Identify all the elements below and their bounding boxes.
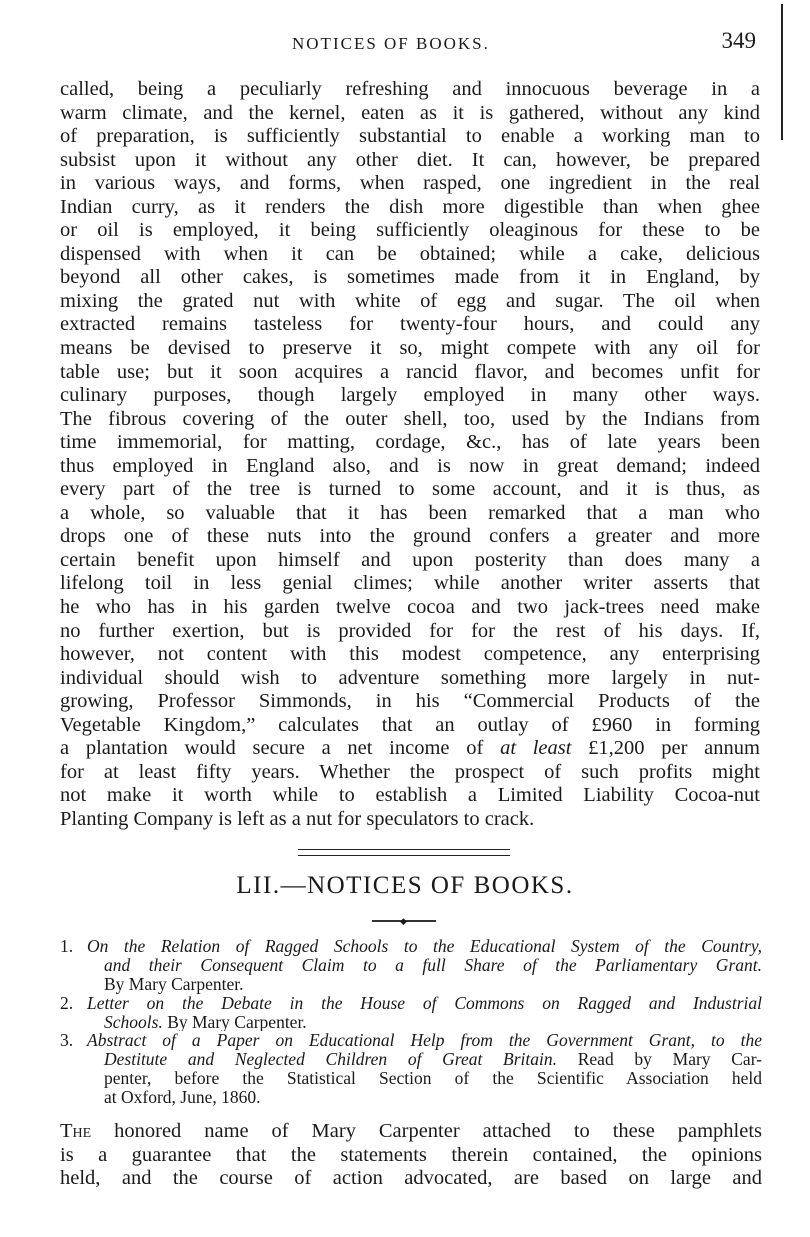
text-line: extracted remains tasteless for twenty-four hours, and could any [60,313,760,336]
section-title: LII.—NOTICES OF BOOKS. [236,872,574,899]
item-number: 1. [60,937,74,956]
text-line: dispensed with when it can be obtained; while a cake, delicious [60,242,760,265]
text-run: a plantation would secure a net income of [60,737,501,760]
body-paragraph [60,78,760,832]
text-line: table use; but it soon acquires a rancid flavor, and becomes unfit for [60,360,760,383]
list-item [60,937,762,956]
book-title-continued [60,1050,762,1069]
text-line: Planting Company is left as a nut for speculators to crack. [60,807,535,830]
text-line: lifelong toil in less genial climes; while another writer asserts that [60,572,760,595]
text-line: held, and the course of action advocated, are based on large and [60,1167,762,1190]
text-run: £1,200 per annum [571,737,760,760]
emphasis: at least [500,737,572,760]
text-line: not make it worth while to establish a Limited Liability Cocoa-nut [60,784,760,807]
text-line: subsist upon it without any other diet. It can, however, be prepared [60,148,760,171]
text-line: means be devised to preserve it so, might compete with any oil for [60,337,760,360]
text-run: honored name of Mary Carpenter attached to these pamphlets [91,1120,762,1142]
text-line: every part of the tree is turned to some account, and it is thus, as [60,478,760,501]
text-line: thus employed in England also, and is now in great demand; indeed [60,454,760,477]
page-number: 349 [721,28,756,53]
text-line [60,1120,762,1144]
opening-word: The [60,1120,92,1142]
text-line: or oil is employed, it being sufficiently oleaginous for these to be [60,219,760,242]
text-line: culinary purposes, though largely employed in many other ways. [60,384,760,407]
text-line: mixing the grated nut with white of egg and sugar. The oil when [60,289,760,312]
book-note: penter, before the Statistical Section of the Scientific Association held [104,1069,762,1089]
text-line: Indian curry, as it renders the dish more digestible than when ghee [60,195,760,218]
text-line: for at least fifty years. Whether the prospect of such profits might [60,760,760,783]
book-title: Schools. [104,1012,163,1032]
text-line: certain benefit upon himself and upon posterity than does many a [60,548,760,571]
text-line: warm climate, and the kernel, eaten as it is gathered, without any kind [60,101,760,124]
text-line: The fibrous covering of the outer shell, too, used by the Indians from [60,407,760,430]
text-line: is a guarantee that the statements therein contained, the opinions [60,1143,762,1166]
page-edge-rule [781,4,783,140]
text-line: no further exertion, but is provided for for the rest of his days. If, [60,619,760,642]
running-head: NOTICES OF BOOKS. [292,34,490,53]
text-line: a whole, so valuable that it has been remarked that a man who [60,501,760,524]
book-note: Read by Mary Car- [557,1050,762,1070]
text-line: drops one of these nuts into the ground confers a greater and more [60,525,760,548]
text-line: in various ways, and forms, when rasped, one ingredient in the real [60,172,760,195]
text-line: growing, Professor Simmonds, in his “Commercial Products of the [60,690,760,713]
book-title: Destitute and Neglected Children of Great Britain. [104,1050,558,1070]
text-line: he who has in his garden twelve cocoa and two jack-trees need make [60,596,760,619]
text-line: called, being a peculiarly refreshing and innocuous beverage in a [60,78,760,100]
book-reference-list [60,937,762,1107]
text-line: of preparation, is sufficiently substantial to enable a working man to [60,125,760,148]
book-title: On the Relation of Ragged Schools to the Educational System of the Country, [87,937,762,956]
book-note: at Oxford, June, 1860. [104,1088,261,1108]
book-title: Letter on the Debate in the House of Commons on Ragged and Industrial [87,993,762,1013]
list-item [60,1031,762,1050]
item-number: 2. [60,993,74,1013]
text-line: however, not content with this modest competence, any enterprising [60,643,760,666]
review-paragraph [60,1120,762,1191]
section-divider [298,849,510,856]
text-line: Vegetable Kingdom,” calculates that an outlay of £960 in forming [60,713,760,736]
book-title-continued [60,1013,762,1032]
text-line: beyond all other cakes, is sometimes made from it in England, by [60,266,760,289]
text-line: time immemorial, for matting, cordage, &c., has of late years been [60,431,760,454]
book-title-continued: and their Consequent Claim to a full Share of the Parliamentary Grant. [104,955,762,975]
text-line: individual should wish to adventure something more largely in nut- [60,666,760,689]
book-author: By Mary Carpenter. [104,974,244,994]
book-author: By Mary Carpenter. [162,1012,307,1032]
diamond-ornament-icon: ◆ [400,916,407,926]
item-number: 3. [60,1031,74,1051]
text-line [60,737,760,761]
list-item [60,994,762,1013]
book-title: Abstract of a Paper on Educational Help from the Government Grant, to the [87,1031,762,1051]
page-header [60,28,760,58]
